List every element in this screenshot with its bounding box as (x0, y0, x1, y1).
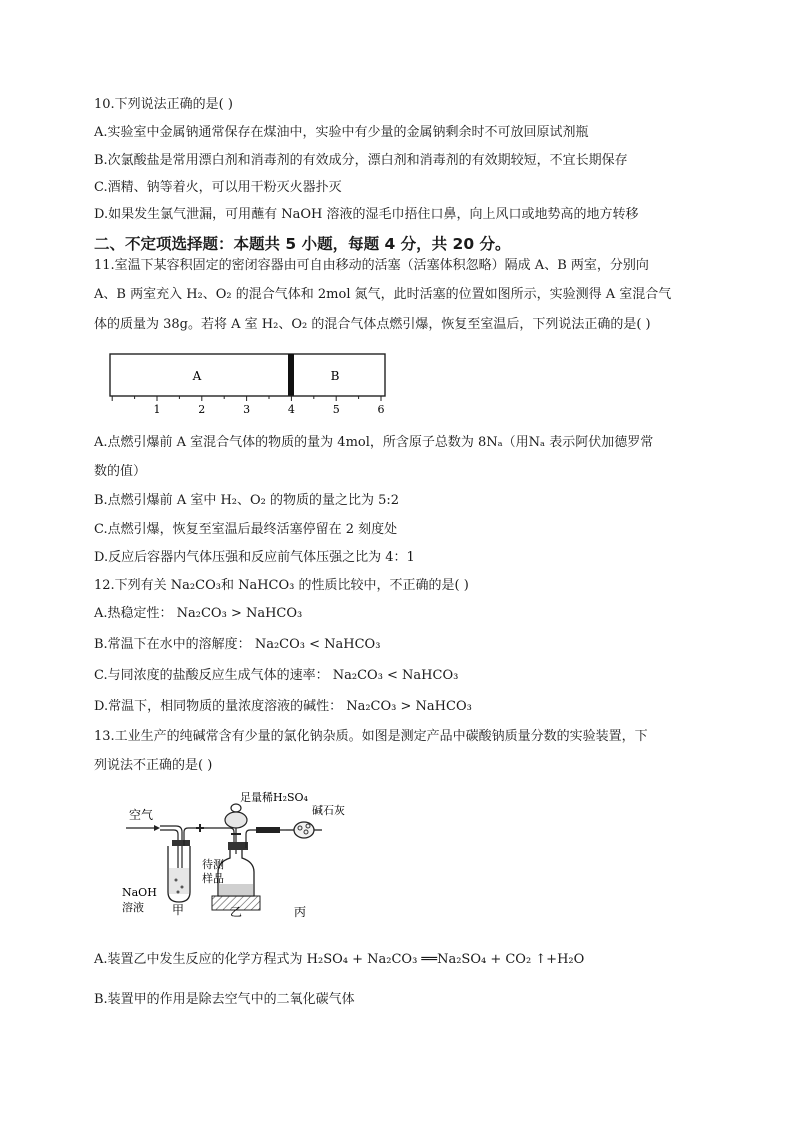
chamber-a-label: A (192, 369, 202, 383)
q11-option-b: B.点燃引爆前 A 室中 H₂、O₂ 的物质的量之比为 5:2 (94, 493, 400, 508)
q11-option-d: D.反应后容器内气体压强和反应前气体压强之比为 4：1 (94, 550, 415, 565)
naoh-label-2: 溶液 (122, 901, 144, 914)
naoh-label-1: NaOH (122, 886, 157, 899)
q10-stem: 10.下列说法正确的是( ) (94, 97, 233, 112)
q11-stem-line3: 体的质量为 38g。若将 A 室 H₂、O₂ 的混合气体点燃引爆，恢复至室温后，下列说法正确的是( ) (94, 317, 651, 332)
label-jia: 甲 (172, 903, 185, 917)
label-bing: 丙 (294, 905, 307, 919)
q10-option-d: D.如果发生氯气泄漏，可用蘸有 NaOH 溶液的湿毛巾捂住口鼻，向上风口或地势高的地方转移 (94, 207, 639, 222)
q11-option-a-line1: A.点燃引爆前 A 室混合气体的物质的量为 4mol，所含原子总数为 8Nₐ（用Nₐ 表示阿伏加德罗常 (94, 435, 654, 450)
q12-option-d: D.常温下，相同物质的量浓度溶液的碱性： Na₂CO₃ > NaHCO₃ (94, 699, 472, 714)
q13-option-b: B.装置甲的作用是除去空气中的二氧化碳气体 (94, 992, 355, 1007)
sample-label-2: 样品 (202, 872, 224, 885)
q12-stem: 12.下列有关 Na₂CO₃和 NaHCO₃ 的性质比较中，不正确的是( ) (94, 578, 469, 593)
ruler-tick-label: 1 (153, 403, 161, 416)
acid-label: 足量稀H₂SO₄ (240, 791, 308, 804)
q11-stem-line1: 11.室温下某容积固定的密闭容器由可自由移动的活塞（活塞体积忽略）隔成 A、B 两室，分别向 (94, 258, 649, 273)
ruler-tick-label: 4 (287, 403, 295, 416)
label-yi: 乙 (230, 905, 243, 919)
q11-option-a-line2: 数的值） (94, 464, 147, 479)
q13-apparatus-figure (118, 788, 408, 920)
ruler-scale (110, 396, 385, 416)
piston (288, 354, 294, 396)
ruler-tick-label: 3 (243, 403, 251, 416)
ruler-tick-label: 6 (377, 403, 385, 416)
q11-stem-line2: A、B 两室充入 H₂、O₂ 的混合气体和 2mol 氮气，此时活塞的位置如图所示，实验测得 A 室混合气 (94, 287, 672, 302)
q11-option-c: C.点燃引爆，恢复至室温后最终活塞停留在 2 刻度处 (94, 522, 398, 537)
q10-option-b: B.次氯酸盐是常用漂白剂和消毒剂的有效成分，漂白剂和消毒剂的有效期较短，不宜长期保存 (94, 153, 628, 168)
q13-stem-line1: 13.工业生产的纯碱常含有少量的氯化钠杂质。如图是测定产品中碳酸钠质量分数的实验装置，下 (94, 729, 648, 744)
container-box (110, 354, 385, 396)
sample-label-1: 待测 (202, 858, 224, 871)
chamber-b-label: B (330, 369, 340, 383)
q10-option-c: C.酒精、钠等着火，可以用干粉灭火器扑灭 (94, 180, 342, 195)
q13-stem-line2: 列说法不正确的是( ) (94, 758, 213, 773)
q12-option-a: A.热稳定性： Na₂CO₃ > NaHCO₃ (94, 606, 303, 621)
ruler-tick-label: 2 (198, 403, 206, 416)
air-label: 空气 (129, 808, 154, 822)
q11-container-figure (105, 350, 395, 418)
q13-option-a: A.装置乙中发生反应的化学方程式为 H₂SO₄ + Na₂CO₃ ══Na₂SO₄ + CO₂ ↑+H₂O (94, 952, 585, 967)
q12-option-c: C.与同浓度的盐酸反应生成气体的速率： Na₂CO₃ < NaHCO₃ (94, 668, 459, 683)
q10-option-a: A.实验室中金属钠通常保存在煤油中，实验中有少量的金属钠剩余时不可放回原试剂瓶 (94, 125, 589, 140)
ruler-tick-label: 5 (332, 403, 340, 416)
soda-lime-label: 碱石灰 (312, 804, 345, 817)
q12-option-b: B.常温下在水中的溶解度： Na₂CO₃ < NaHCO₃ (94, 637, 381, 652)
section-heading: 二、不定项选择题：本题共 5 小题，每题 4 分，共 20 分。 (94, 235, 511, 253)
